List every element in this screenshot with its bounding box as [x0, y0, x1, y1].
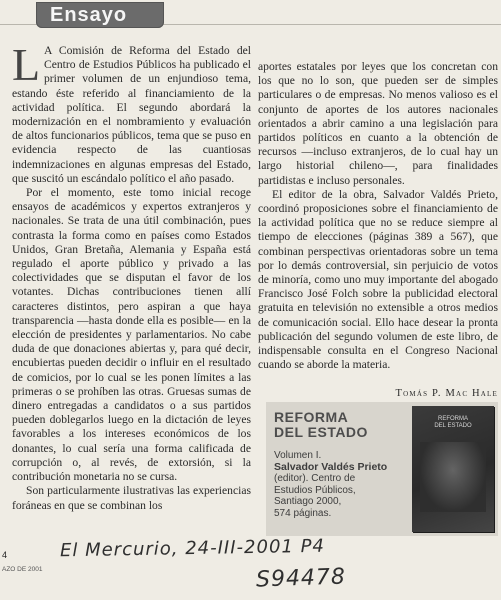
book-cover-image: [412, 406, 494, 532]
book-metadata: Volumen I. Salvador Valdés Prieto (editor). Centro de Estudios Públicos, Santiago 2000, 574 páginas.: [274, 450, 406, 519]
article-column-left: [12, 39, 251, 513]
article-paragraph: aportes estatales por leyes que los concretan con los que no lo son, que pueden ser de simples particulares o de empresas. No menos valioso es el conjunto de aportes de los autores nacionales orientados a abrir camino a una legislación para partidos políticos en cuanto a la obtención de recursos —incluso extranjeros, de lo cual hay un largo historial chileno—, para finalidades partidistas e incluso personales.: [258, 60, 498, 187]
handwritten-note-source: El Mercurio, 24-III-2001 P4: [59, 535, 326, 562]
drop-cap: L: [12, 39, 41, 90]
article-paragraph: El editor de la obra, Salvador Valdés Prieto, coordinó proposiciones sobre el financiamiento de la actividad política que no se reduce siempre al tiempo de elecciones (páginas 389 a 567), que combinan perspectivas orientadoras sobre un tema por lo demás controversial, sin perjuicio de votos de minoría, como uno muy importante del abogado Francisco José Folch sobre la publicidad electoral gratuita en televisión no extensible a otros medios de comunicación social. Ello hace desear la pronta publicación del segundo volumen de este libro, de indispensable consulta en el Congreso Nacional cuando se aborde la materia.: [258, 187, 498, 372]
handwritten-note-code: S94478: [255, 564, 347, 593]
author-signature: Tomás P. Mac Hale: [395, 388, 498, 399]
section-tab: [36, 2, 164, 28]
article-paragraph: L A Comisión de Reforma del Estado del Centro de Estudios Públicos ha publicado el primer volumen de un enjundioso tema, estando éste referido al financiamiento de la actividad política. El segundo abordará la modernización en el nombramiento y evaluación de altos funcionarios públicos, tema que se puso en evidencia respecto de las cuantiosas indemnizaciones en algunas empresas del Estado, que suscitó un escándalo político el año pasado.: [12, 39, 251, 185]
footer-date: AZO DE 2001: [2, 566, 43, 573]
book-cover-title: REFORMA DEL ESTADO: [434, 416, 472, 429]
book-info-box: [266, 402, 498, 536]
section-title: Ensayo: [50, 4, 128, 26]
book-title: REFORMA DEL ESTADO: [274, 409, 368, 440]
book-details: [274, 410, 406, 519]
book-editor: Salvador Valdés Prieto: [274, 460, 388, 473]
article-paragraph: Son particularmente ilustrativas las experiencias foráneas en que se combinan los: [12, 484, 251, 512]
article-column-right: [258, 60, 498, 372]
page-number: 4: [2, 550, 8, 560]
article-paragraph: Por el momento, este tomo inicial recoge ensayos de académicos y expertos extranjeros y nacionales. Se trata de una útil combinación, pues contrasta la forma como en países como Estados Unidos, Gran Bretaña, Alemania y España está regulado el aporte público y privado a las colectividades que se disputan el favor de los votantes. Dichas contribuciones tienen allí caracteres distintos, pero aspiran a que haya transparencia —hasta donde ella es posible— en la elección de presidentes y parlamentarios. No cabe duda de que donaciones abiertas y, para qué decir, encubiertas pueden decidir o influir en el resultado de comicios, por lo cual se les ponen límites a las primeras o se prohíben las otras. Gruesas sumas de dinero entregadas a candidatos o a sus partidos pueden doblegarlos luego en la dictación de leyes favorables a los intereses económicos de los donantes, lo cual sería una forma calificada de corrupción o, al revés, de extorsión, si la contribución monetaria no se cursa.: [12, 186, 251, 484]
book-cover-artwork: [420, 442, 486, 512]
